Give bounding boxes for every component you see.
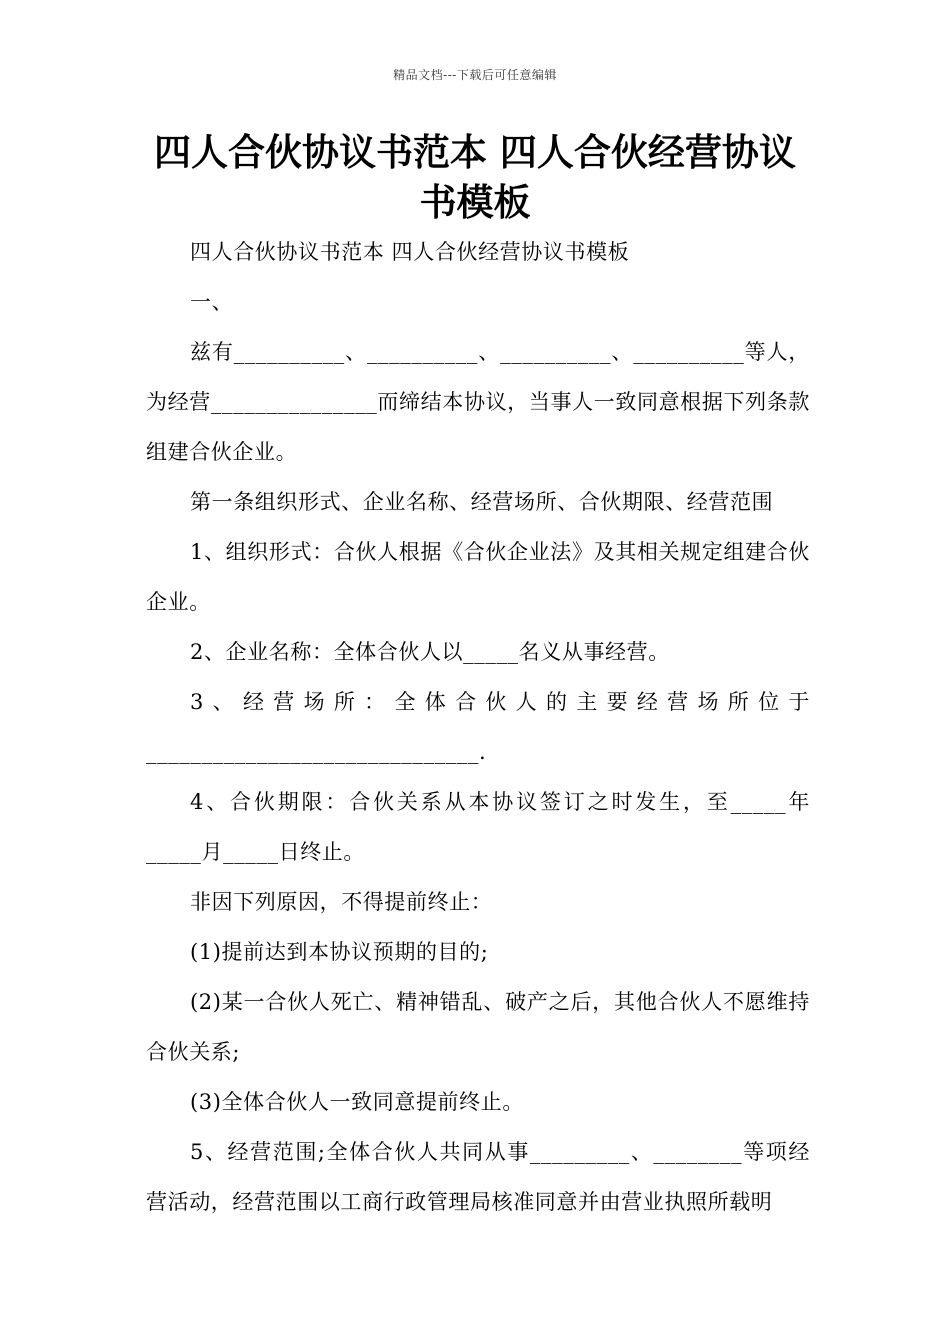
document-title: 四人合伙协议书范本 四人合伙经营协议书模板 xyxy=(154,131,796,224)
paragraph-clause-4: 4、合伙期限：合伙关系从本协议签订之时发生，至_____年_____月_____日终止。 xyxy=(146,790,810,864)
paragraph-clause-5: 5、经营范围;全体合伙人共同从事_________、________等项经营活动，经营范围以工商行政管理局核准同意并由营业执照所载明 xyxy=(146,1140,810,1214)
document-body xyxy=(146,227,810,1227)
header-note: 精品文档---下载后可任意编辑 xyxy=(393,68,557,82)
paragraph-clause-1: 1、组织形式：合伙人根据《合伙企业法》及其相关规定组建合伙企业。 xyxy=(146,540,810,614)
paragraph-article-one: 第一条组织形式、企业名称、经营场所、合伙期限、经营范围 xyxy=(190,490,774,514)
paragraph-termination-1: (1)提前达到本协议预期的目的; xyxy=(190,940,489,964)
paragraph-termination-2: (2)某一合伙人死亡、精神错乱、破产之后，其他合伙人不愿维持合伙关系; xyxy=(146,990,810,1064)
paragraph-clause-2: 2、企业名称：全体合伙人以_____名义从事经营。 xyxy=(190,640,670,664)
paragraph-subtitle: 四人合伙协议书范本 四人合伙经营协议书模板 xyxy=(190,240,630,264)
paragraph-section-one: 一、 xyxy=(190,290,234,314)
paragraph-parties: 兹有__________、__________、__________、__________等人，为经营_______________而缔结本协议，当事人一致同意根据下列条款组建合伙企业。 xyxy=(146,340,810,464)
paragraph-termination-3: (3)全体合伙人一致同意提前终止。 xyxy=(190,1090,524,1114)
paragraph-termination-intro: 非因下列原因，不得提前终止： xyxy=(190,890,493,914)
paragraph-clause-3: 3、经营场所：全体合伙人的主要经营场所位于______________________________. xyxy=(146,690,810,764)
